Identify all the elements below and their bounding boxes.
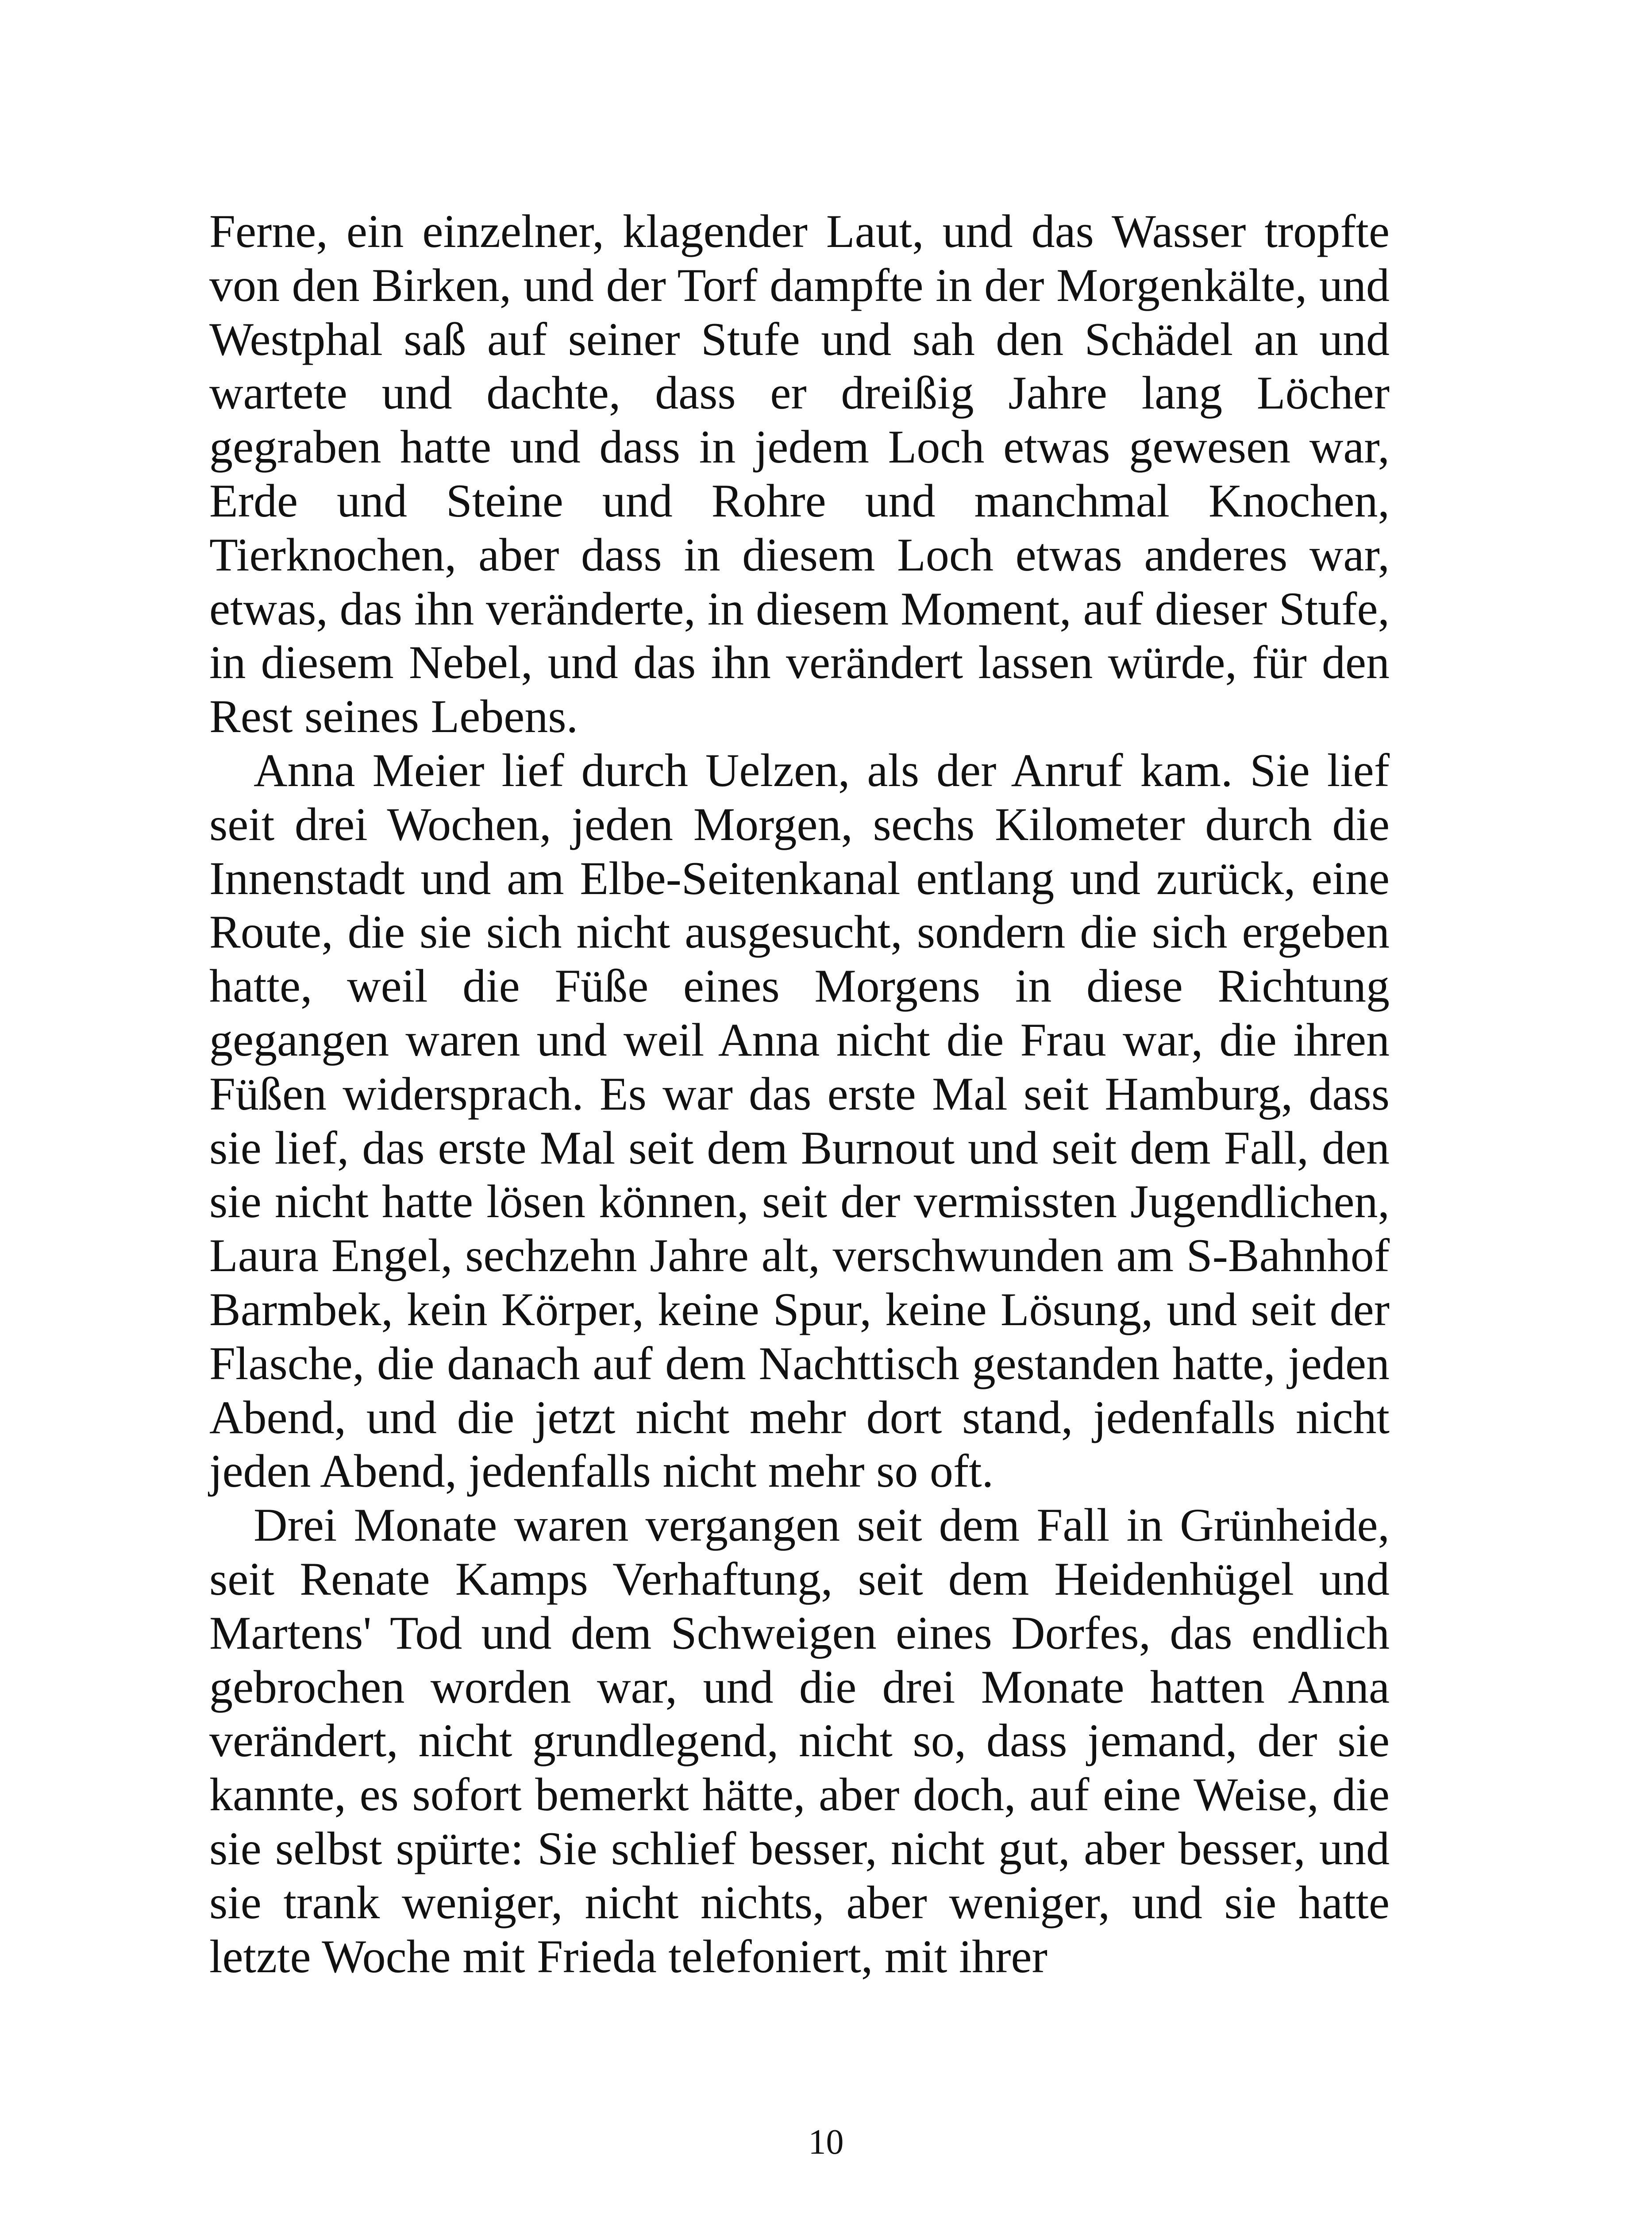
paragraph-anna-meier-running: Anna Meier lief durch Uelzen, als der Anruf kam. Sie lief seit drei Wochen, jeden Morgen, sechs Kilometer durch die Innenstadt und am Elbe-Seitenkanal entlang und zurück, eine Route, die sie sich nicht ausgesucht, sondern die sich ergeben hatte, weil die Füße eines Morgens in diese Richtung gegangen waren und weil Anna nicht die Frau war, die ihren Füßen widersprach. Es war das erste Mal seit Hamburg, dass sie lief, das erste Mal seit dem Burnout und seit dem Fall, den sie nicht hatte lösen können, seit der vermissten Jugendlichen, Laura Engel, sechzehn Jahre alt, verschwunden am S-Bahnhof Barmbek, kein Körper, keine Spur, keine Lösung, und seit der Flasche, die danach auf dem Nachttisch gestanden hatte, jeden Abend, und die jetzt nicht mehr dort stand, jedenfalls nicht jeden Abend, jedenfalls nicht mehr so oft. [209, 744, 1390, 1497]
paragraph-continuation: Ferne, ein einzelner, klagender Laut, und das Wasser tropfte von den Birken, und der Torf dampfte in der Morgenkälte, und Westphal saß auf seiner Stufe und sah den Schädel an und wartete und dachte, dass er dreißig Jahre lang Löcher gegraben hatte und dass in jedem Loch etwas gewesen war, Erde und Steine und Rohre und manchmal Knochen, Tierknochen, aber dass in diesem Loch etwas anderes war, etwas, das ihn veränderte, in diesem Moment, auf dieser Stufe, in diesem Nebel, und das ihn verändert lassen würde, für den Rest seines Lebens. [209, 205, 1390, 743]
page-number: 10 [808, 2123, 844, 2162]
paragraph-three-months-later: Drei Monate waren vergangen seit dem Fall in Grünheide, seit Renate Kamps Verhaftung, seit dem Heidenhügel und Martens' Tod und dem Schweigen eines Dorfes, das endlich gebrochen worden war, und die drei Monate hatten Anna verändert, nicht grundlegend, nicht so, dass jemand, der sie kannte, es sofort bemerkt hätte, aber doch, auf eine Weise, die sie selbst spürte: Sie schlief besser, nicht gut, aber besser, und sie trank weniger, nicht nichts, aber weniger, und sie hatte letzte Woche mit Frieda telefoniert, mit ihrer [209, 1499, 1390, 1982]
body-text [209, 204, 1390, 1983]
